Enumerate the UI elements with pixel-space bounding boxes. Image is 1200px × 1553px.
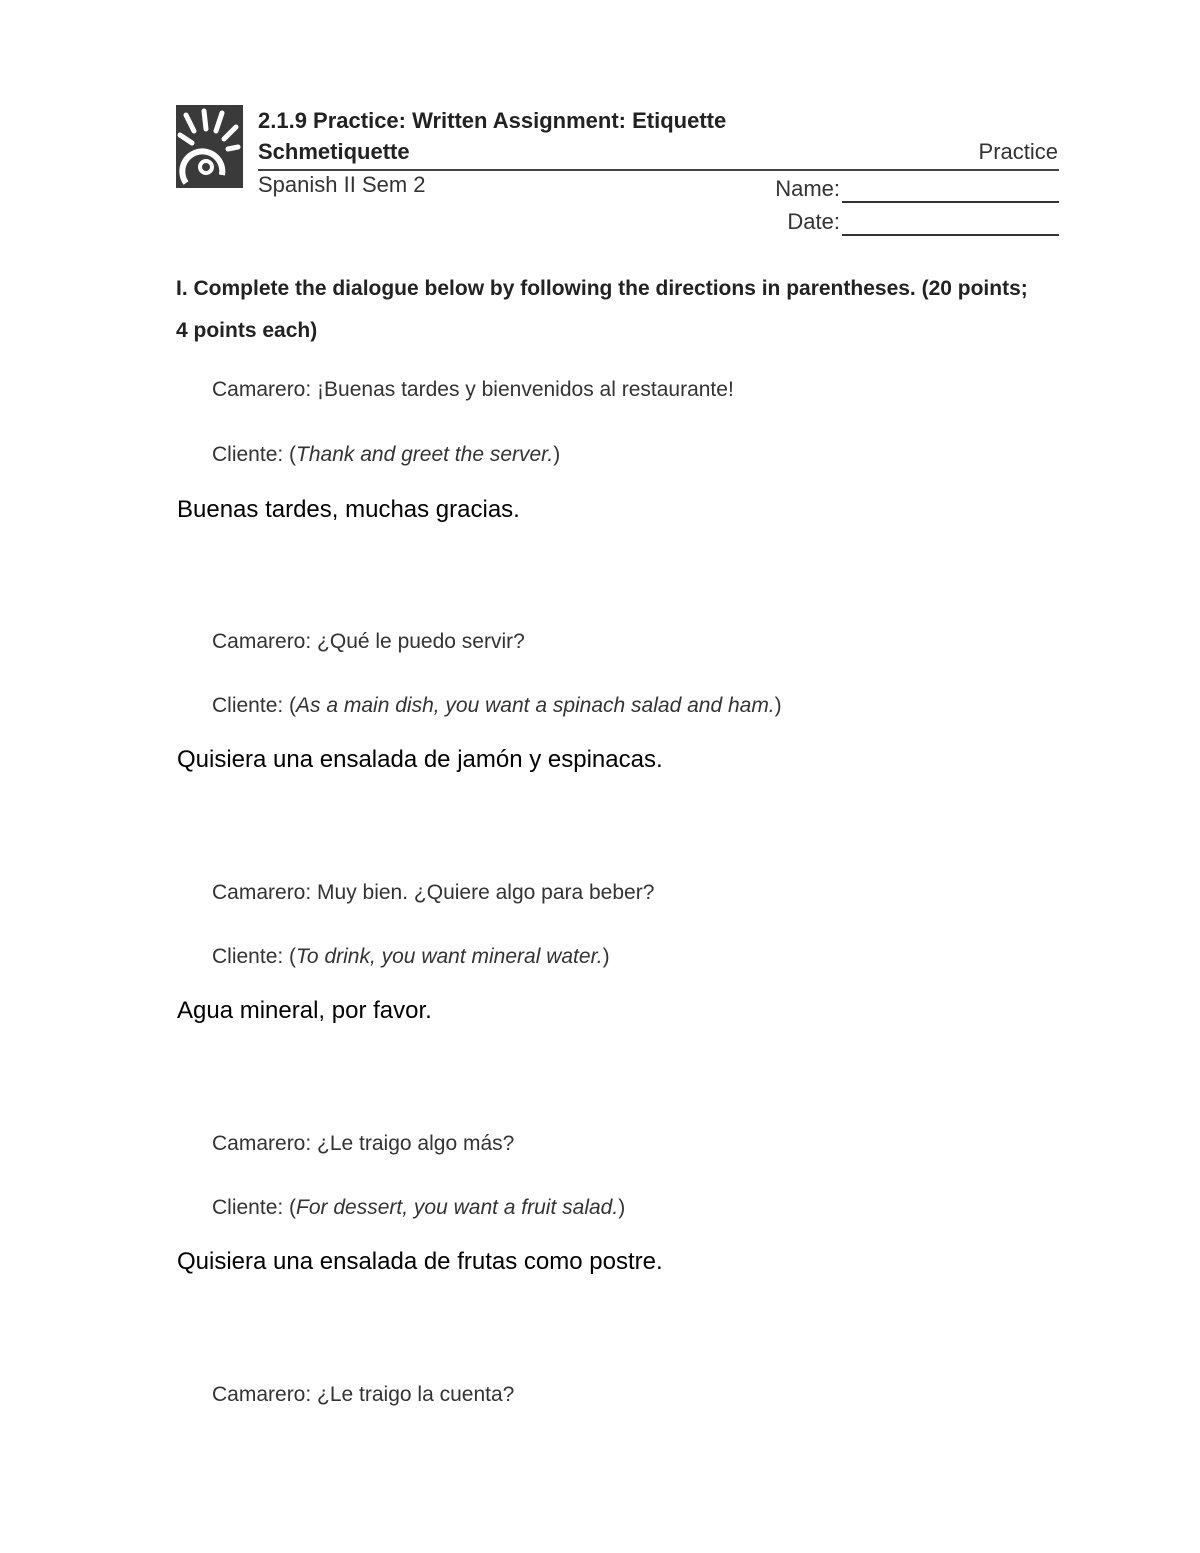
client-direction: To drink, you want mineral water. [296, 945, 603, 968]
date-field[interactable] [842, 234, 1059, 236]
server-line: Camarero: ¿Le traigo algo más? [212, 1132, 515, 1155]
assignment-title-continued: Schmetiquette [258, 139, 410, 164]
client-prompt: Cliente: (To drink, you want mineral water.) [212, 945, 610, 968]
client-prompt: Cliente: (As a main dish, you want a spinach salad and ham.) [212, 694, 782, 717]
client-direction: For dessert, you want a fruit salad. [296, 1196, 619, 1219]
client-prompt: Cliente: (Thank and greet the server.) [212, 443, 561, 466]
header-divider [258, 169, 1059, 171]
server-line: Camarero: ¡Buenas tardes y bienvenidos al restaurante! [212, 378, 734, 401]
date-label: Date: [787, 209, 840, 234]
server-line: Camarero: ¿Qué le puedo servir? [212, 630, 525, 653]
name-field[interactable] [842, 201, 1059, 203]
answer-text[interactable]: Quisiera una ensalada de jamón y espinacas. [177, 746, 663, 773]
publisher-logo [176, 105, 243, 188]
answer-text[interactable]: Buenas tardes, muchas gracias. [177, 496, 520, 523]
client-direction: Thank and greet the server. [296, 443, 554, 466]
course-name: Spanish II Sem 2 [258, 172, 426, 197]
section-instructions: I. Complete the dialogue below by following the directions in parentheses. (20 points; 4 points each) [176, 277, 1028, 342]
answer-text[interactable]: Agua mineral, por favor. [177, 997, 432, 1024]
server-line: Camarero: ¿Le traigo la cuenta? [212, 1383, 515, 1406]
assignment-type: Practice [978, 139, 1058, 164]
client-direction: As a main dish, you want a spinach salad and ham. [296, 694, 775, 717]
answer-text[interactable]: Quisiera una ensalada de frutas como postre. [177, 1248, 663, 1275]
server-line: Camarero: Muy bien. ¿Quiere algo para beber? [212, 881, 655, 904]
client-prompt: Cliente: (For dessert, you want a fruit salad.) [212, 1196, 626, 1219]
name-label: Name: [775, 176, 840, 201]
assignment-title: 2.1.9 Practice: Written Assignment: Etiquette [258, 108, 727, 133]
